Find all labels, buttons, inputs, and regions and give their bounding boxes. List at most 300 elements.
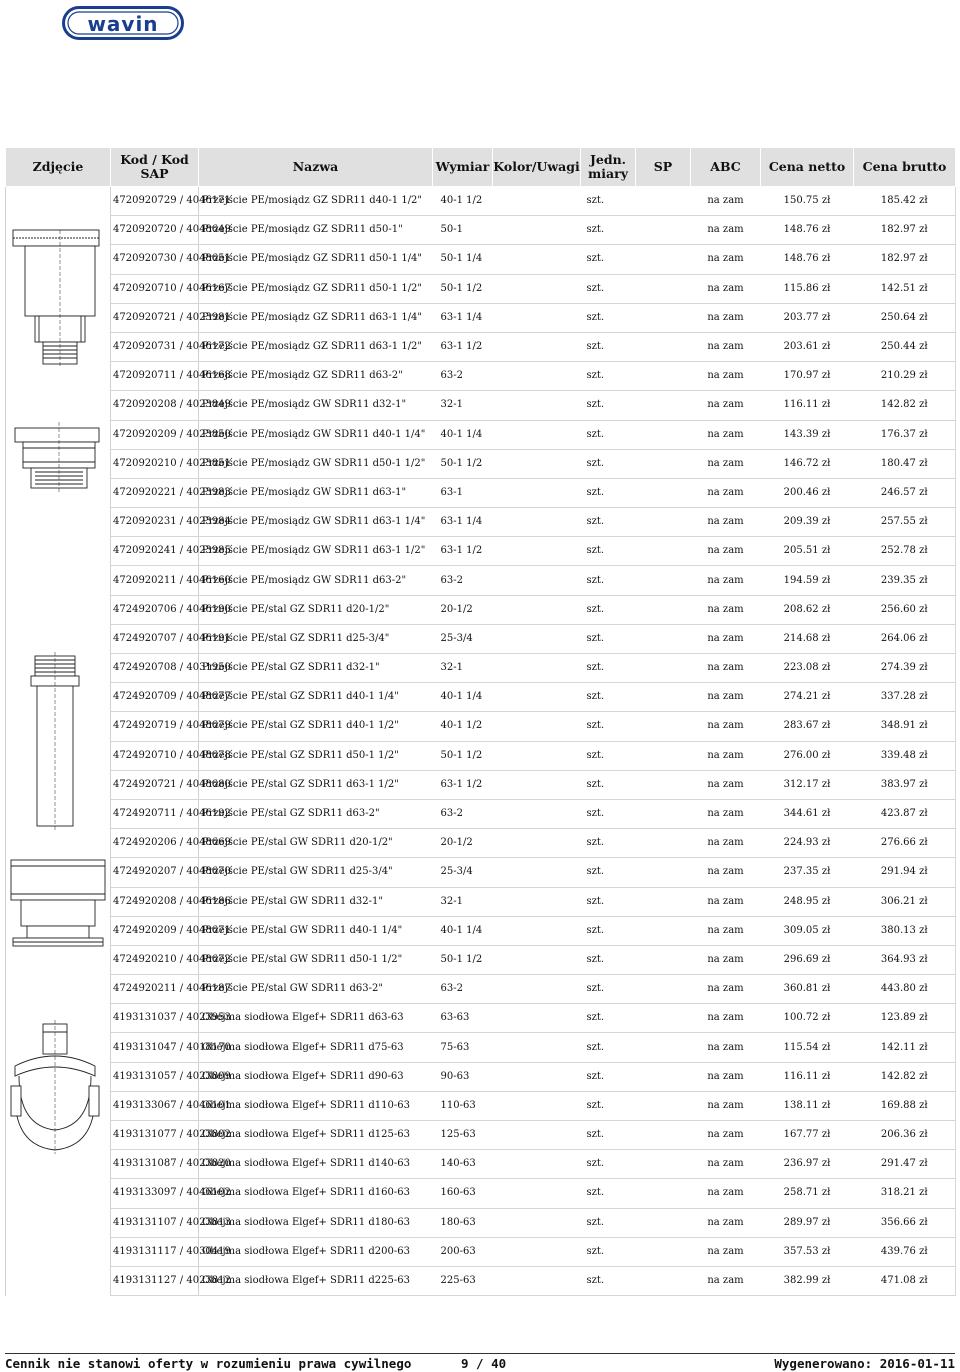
footer-page-number: 9 / 40 xyxy=(461,1356,507,1371)
cell-kod: 4724920707 / 4046191 xyxy=(111,624,199,653)
cell-wymiar: 20-1/2 xyxy=(433,829,493,858)
cell-sp xyxy=(636,187,691,216)
cell-wymiar: 50-1 1/2 xyxy=(433,741,493,770)
cell-netto: 143.39 zł xyxy=(761,420,854,449)
cell-nazwa: Przejście PE/stal GZ SDR11 d25-3/4" xyxy=(199,624,433,653)
cell-sp xyxy=(636,216,691,245)
cell-nazwa: Przejście PE/stal GZ SDR11 d50-1 1/2" xyxy=(199,741,433,770)
cell-nazwa: Przejście PE/mosiądz GZ SDR11 d50-1 1/2" xyxy=(199,274,433,303)
cell-nazwa: Przejście PE/mosiądz GZ SDR11 d40-1 1/2" xyxy=(199,187,433,216)
cell-netto: 203.77 zł xyxy=(761,303,854,332)
table-row xyxy=(6,1091,956,1120)
cell-jedn: szt. xyxy=(581,1208,636,1237)
cell-abc: na zam xyxy=(691,1091,761,1120)
table-row xyxy=(6,1033,956,1062)
cell-abc: na zam xyxy=(691,1062,761,1091)
cell-kolor xyxy=(493,332,581,361)
cell-wymiar: 50-1 1/2 xyxy=(433,945,493,974)
cell-nazwa: Obejma siodłowa Elgef+ SDR11 d200-63 xyxy=(199,1237,433,1266)
cell-brutto: 176.37 zł xyxy=(854,420,956,449)
cell-abc: na zam xyxy=(691,1033,761,1062)
cell-nazwa: Przejście PE/mosiądz GW SDR11 d63-1 1/2" xyxy=(199,537,433,566)
cell-sp xyxy=(636,274,691,303)
cell-brutto: 443.80 zł xyxy=(854,975,956,1004)
cell-brutto: 264.06 zł xyxy=(854,624,956,653)
cell-jedn: szt. xyxy=(581,362,636,391)
header-netto: Cena netto xyxy=(761,148,854,187)
cell-sp xyxy=(636,1208,691,1237)
cell-netto: 382.99 zł xyxy=(761,1266,854,1295)
cell-abc: na zam xyxy=(691,770,761,799)
cell-kolor xyxy=(493,537,581,566)
cell-wymiar: 125-63 xyxy=(433,1121,493,1150)
cell-kod: 4193131037 / 4023953 xyxy=(111,1004,199,1033)
cell-kod: 4720920241 / 4023985 xyxy=(111,537,199,566)
cell-netto: 248.95 zł xyxy=(761,887,854,916)
cell-brutto: 383.97 zł xyxy=(854,770,956,799)
cell-brutto: 123.89 zł xyxy=(854,1004,956,1033)
cell-brutto: 306.21 zł xyxy=(854,887,956,916)
cell-abc: na zam xyxy=(691,595,761,624)
cell-netto: 194.59 zł xyxy=(761,566,854,595)
cell-brutto: 210.29 zł xyxy=(854,362,956,391)
cell-kod: 4724920209 / 4048671 xyxy=(111,916,199,945)
cell-nazwa: Obejma siodłowa Elgef+ SDR11 d75-63 xyxy=(199,1033,433,1062)
cell-sp xyxy=(636,595,691,624)
cell-jedn: szt. xyxy=(581,216,636,245)
table-row xyxy=(6,741,956,770)
cell-netto: 360.81 zł xyxy=(761,975,854,1004)
table-row xyxy=(6,887,956,916)
cell-wymiar: 90-63 xyxy=(433,1062,493,1091)
cell-wymiar: 63-1 1/2 xyxy=(433,770,493,799)
cell-sp xyxy=(636,478,691,507)
cell-netto: 209.39 zł xyxy=(761,508,854,537)
cell-netto: 214.68 zł xyxy=(761,624,854,653)
cell-abc: na zam xyxy=(691,537,761,566)
cell-nazwa: Obejma siodłowa Elgef+ SDR11 d225-63 xyxy=(199,1266,433,1295)
cell-netto: 148.76 zł xyxy=(761,245,854,274)
cell-sp xyxy=(636,537,691,566)
cell-abc: na zam xyxy=(691,274,761,303)
cell-sp xyxy=(636,829,691,858)
header-zdjecie: Zdjęcie xyxy=(6,148,111,187)
header-abc: ABC xyxy=(691,148,761,187)
cell-kod: 4193131077 / 4023802 xyxy=(111,1121,199,1150)
table-row xyxy=(6,683,956,712)
cell-brutto: 291.47 zł xyxy=(854,1150,956,1179)
cell-sp xyxy=(636,945,691,974)
table-row xyxy=(6,216,956,245)
cell-nazwa: Obejma siodłowa Elgef+ SDR11 d140-63 xyxy=(199,1150,433,1179)
cell-kod: 4193131047 / 4018170 xyxy=(111,1033,199,1062)
header-brutto: Cena brutto xyxy=(854,148,956,187)
cell-nazwa: Przejście PE/stal GZ SDR11 d40-1 1/2" xyxy=(199,712,433,741)
cell-jedn: szt. xyxy=(581,420,636,449)
cell-abc: na zam xyxy=(691,829,761,858)
cell-kod: 4720920720 / 4048649 xyxy=(111,216,199,245)
cell-jedn: szt. xyxy=(581,332,636,361)
table-row xyxy=(6,478,956,507)
cell-abc: na zam xyxy=(691,654,761,683)
cell-wymiar: 63-1 1/2 xyxy=(433,332,493,361)
table-row xyxy=(6,945,956,974)
cell-sp xyxy=(636,391,691,420)
cell-nazwa: Obejma siodłowa Elgef+ SDR11 d160-63 xyxy=(199,1179,433,1208)
cell-kolor xyxy=(493,274,581,303)
table-row xyxy=(6,449,956,478)
cell-netto: 167.77 zł xyxy=(761,1121,854,1150)
table-row xyxy=(6,274,956,303)
table-row xyxy=(6,362,956,391)
cell-jedn: szt. xyxy=(581,303,636,332)
cell-brutto: 276.66 zł xyxy=(854,829,956,858)
cell-wymiar: 25-3/4 xyxy=(433,624,493,653)
table-row xyxy=(6,799,956,828)
cell-nazwa: Przejście PE/stal GW SDR11 d50-1 1/2" xyxy=(199,945,433,974)
cell-abc: na zam xyxy=(691,975,761,1004)
header-sp: SP xyxy=(636,148,691,187)
cell-abc: na zam xyxy=(691,216,761,245)
cell-sp xyxy=(636,362,691,391)
cell-kod: 4724920210 / 4048672 xyxy=(111,945,199,974)
cell-brutto: 185.42 zł xyxy=(854,187,956,216)
table-row xyxy=(6,245,956,274)
cell-nazwa: Obejma siodłowa Elgef+ SDR11 d110-63 xyxy=(199,1091,433,1120)
table-row xyxy=(6,1062,956,1091)
cell-jedn: szt. xyxy=(581,508,636,537)
cell-kolor xyxy=(493,245,581,274)
cell-abc: na zam xyxy=(691,945,761,974)
cell-kolor xyxy=(493,741,581,770)
cell-abc: na zam xyxy=(691,1237,761,1266)
cell-brutto: 439.76 zł xyxy=(854,1237,956,1266)
cell-kolor xyxy=(493,595,581,624)
cell-jedn: szt. xyxy=(581,945,636,974)
cell-wymiar: 63-2 xyxy=(433,362,493,391)
cell-wymiar: 63-1 1/2 xyxy=(433,537,493,566)
cell-wymiar: 40-1 1/2 xyxy=(433,712,493,741)
cell-brutto: 182.97 zł xyxy=(854,245,956,274)
cell-wymiar: 50-1 1/4 xyxy=(433,245,493,274)
cell-wymiar: 32-1 xyxy=(433,887,493,916)
cell-wymiar: 20-1/2 xyxy=(433,595,493,624)
cell-sp xyxy=(636,1237,691,1266)
cell-abc: na zam xyxy=(691,858,761,887)
cell-sp xyxy=(636,858,691,887)
table-row xyxy=(6,566,956,595)
cell-sp xyxy=(636,1179,691,1208)
cell-netto: 283.67 zł xyxy=(761,712,854,741)
cell-sp xyxy=(636,887,691,916)
cell-kod: 4193131087 / 4023820 xyxy=(111,1150,199,1179)
table-row xyxy=(6,420,956,449)
cell-jedn: szt. xyxy=(581,478,636,507)
cell-nazwa: Przejście PE/stal GZ SDR11 d63-2" xyxy=(199,799,433,828)
cell-kolor xyxy=(493,829,581,858)
cell-sp xyxy=(636,245,691,274)
cell-netto: 223.08 zł xyxy=(761,654,854,683)
cell-nazwa: Przejście PE/mosiądz GW SDR11 d63-1 1/4" xyxy=(199,508,433,537)
table-row xyxy=(6,508,956,537)
table-row xyxy=(6,595,956,624)
cell-jedn: szt. xyxy=(581,187,636,216)
table-row xyxy=(6,1237,956,1266)
cell-sp xyxy=(636,683,691,712)
cell-netto: 203.61 zł xyxy=(761,332,854,361)
cell-jedn: szt. xyxy=(581,624,636,653)
cell-wymiar: 32-1 xyxy=(433,654,493,683)
cell-jedn: szt. xyxy=(581,654,636,683)
cell-netto: 309.05 zł xyxy=(761,916,854,945)
cell-jedn: szt. xyxy=(581,975,636,1004)
cell-kolor xyxy=(493,1208,581,1237)
cell-jedn: szt. xyxy=(581,683,636,712)
cell-wymiar: 225-63 xyxy=(433,1266,493,1295)
cell-brutto: 182.97 zł xyxy=(854,216,956,245)
cell-sp xyxy=(636,975,691,1004)
cell-abc: na zam xyxy=(691,1121,761,1150)
cell-jedn: szt. xyxy=(581,1033,636,1062)
cell-brutto: 180.47 zł xyxy=(854,449,956,478)
cell-netto: 115.86 zł xyxy=(761,274,854,303)
cell-brutto: 239.35 zł xyxy=(854,566,956,595)
cell-kod: 4720920730 / 4048651 xyxy=(111,245,199,274)
cell-sp xyxy=(636,916,691,945)
cell-kolor xyxy=(493,303,581,332)
cell-abc: na zam xyxy=(691,362,761,391)
cell-jedn: szt. xyxy=(581,449,636,478)
cell-abc: na zam xyxy=(691,391,761,420)
cell-abc: na zam xyxy=(691,449,761,478)
cell-kod: 4724920206 / 4048669 xyxy=(111,829,199,858)
cell-wymiar: 40-1 1/4 xyxy=(433,916,493,945)
cell-jedn: szt. xyxy=(581,1091,636,1120)
cell-jedn: szt. xyxy=(581,770,636,799)
table-row xyxy=(6,303,956,332)
cell-brutto: 206.36 zł xyxy=(854,1121,956,1150)
cell-netto: 100.72 zł xyxy=(761,1004,854,1033)
page-footer xyxy=(5,1353,955,1372)
cell-kod: 4724920721 / 4048680 xyxy=(111,770,199,799)
cell-jedn: szt. xyxy=(581,1266,636,1295)
cell-sp xyxy=(636,624,691,653)
cell-nazwa: Przejście PE/stal GW SDR11 d63-2" xyxy=(199,975,433,1004)
cell-kolor xyxy=(493,420,581,449)
cell-netto: 208.62 zł xyxy=(761,595,854,624)
cell-kod: 4724920711 / 4046192 xyxy=(111,799,199,828)
cell-netto: 344.61 zł xyxy=(761,799,854,828)
cell-kolor xyxy=(493,391,581,420)
cell-netto: 312.17 zł xyxy=(761,770,854,799)
table-row xyxy=(6,537,956,566)
cell-sp xyxy=(636,508,691,537)
cell-sp xyxy=(636,712,691,741)
header-wymiar: Wymiar xyxy=(433,148,493,187)
cell-abc: na zam xyxy=(691,1004,761,1033)
cell-kod: 4724920719 / 4048679 xyxy=(111,712,199,741)
cell-brutto: 318.21 zł xyxy=(854,1179,956,1208)
table-row xyxy=(6,187,956,216)
cell-nazwa: Obejma siodłowa Elgef+ SDR11 d90-63 xyxy=(199,1062,433,1091)
cell-sp xyxy=(636,1004,691,1033)
cell-nazwa: Przejście PE/mosiądz GZ SDR11 d63-1 1/2" xyxy=(199,332,433,361)
cell-netto: 200.46 zł xyxy=(761,478,854,507)
cell-kolor xyxy=(493,683,581,712)
cell-kod: 4720920731 / 4046172 xyxy=(111,332,199,361)
cell-netto: 274.21 zł xyxy=(761,683,854,712)
cell-sp xyxy=(636,449,691,478)
cell-jedn: szt. xyxy=(581,1062,636,1091)
cell-nazwa: Przejście PE/mosiądz GZ SDR11 d50-1 1/4" xyxy=(199,245,433,274)
cell-jedn: szt. xyxy=(581,1150,636,1179)
cell-kod: 4720920209 / 4023850 xyxy=(111,420,199,449)
cell-brutto: 250.64 zł xyxy=(854,303,956,332)
table-row xyxy=(6,916,956,945)
cell-netto: 116.11 zł xyxy=(761,391,854,420)
cell-kod: 4724920709 / 4048677 xyxy=(111,683,199,712)
cell-netto: 150.75 zł xyxy=(761,187,854,216)
cell-brutto: 142.11 zł xyxy=(854,1033,956,1062)
cell-jedn: szt. xyxy=(581,858,636,887)
cell-brutto: 274.39 zł xyxy=(854,654,956,683)
table-row xyxy=(6,829,956,858)
cell-kolor xyxy=(493,770,581,799)
cell-brutto: 257.55 zł xyxy=(854,508,956,537)
cell-netto: 170.97 zł xyxy=(761,362,854,391)
cell-nazwa: Przejście PE/stal GW SDR11 d20-1/2" xyxy=(199,829,433,858)
cell-sp xyxy=(636,420,691,449)
cell-kod: 4193131057 / 4023809 xyxy=(111,1062,199,1091)
cell-abc: na zam xyxy=(691,712,761,741)
table-row xyxy=(6,654,956,683)
cell-kod: 4193133067 / 4046101 xyxy=(111,1091,199,1120)
cell-kod: 4720920231 / 4023984 xyxy=(111,508,199,537)
cell-sp xyxy=(636,741,691,770)
cell-nazwa: Przejście PE/mosiądz GW SDR11 d63-2" xyxy=(199,566,433,595)
cell-abc: na zam xyxy=(691,1150,761,1179)
cell-sp xyxy=(636,566,691,595)
cell-wymiar: 40-1 1/4 xyxy=(433,683,493,712)
cell-nazwa: Przejście PE/mosiądz GW SDR11 d63-1" xyxy=(199,478,433,507)
cell-sp xyxy=(636,1121,691,1150)
header-kod: Kod / Kod SAP xyxy=(111,148,199,187)
table-row xyxy=(6,391,956,420)
cell-netto: 146.72 zł xyxy=(761,449,854,478)
cell-abc: na zam xyxy=(691,1179,761,1208)
cell-jedn: szt. xyxy=(581,391,636,420)
cell-kolor xyxy=(493,1237,581,1266)
cell-brutto: 423.87 zł xyxy=(854,799,956,828)
cell-wymiar: 110-63 xyxy=(433,1091,493,1120)
cell-wymiar: 75-63 xyxy=(433,1033,493,1062)
cell-netto: 116.11 zł xyxy=(761,1062,854,1091)
cell-kod: 4720920721 / 4023981 xyxy=(111,303,199,332)
cell-wymiar: 63-1 xyxy=(433,478,493,507)
cell-kod: 4720920208 / 4023849 xyxy=(111,391,199,420)
table-row xyxy=(6,975,956,1004)
cell-nazwa: Obejma siodłowa Elgef+ SDR11 d63-63 xyxy=(199,1004,433,1033)
cell-brutto: 142.82 zł xyxy=(854,1062,956,1091)
svg-text:wavin: wavin xyxy=(87,12,159,36)
cell-abc: na zam xyxy=(691,332,761,361)
cell-kolor xyxy=(493,712,581,741)
cell-kod: 4724920208 / 4046186 xyxy=(111,887,199,916)
cell-kolor xyxy=(493,887,581,916)
cell-netto: 296.69 zł xyxy=(761,945,854,974)
cell-kolor xyxy=(493,799,581,828)
cell-nazwa: Przejście PE/mosiądz GW SDR11 d40-1 1/4" xyxy=(199,420,433,449)
cell-sp xyxy=(636,1150,691,1179)
cell-netto: 258.71 zł xyxy=(761,1179,854,1208)
cell-jedn: szt. xyxy=(581,1004,636,1033)
cell-jedn: szt. xyxy=(581,1179,636,1208)
cell-netto: 148.76 zł xyxy=(761,216,854,245)
cell-kolor xyxy=(493,449,581,478)
cell-abc: na zam xyxy=(691,478,761,507)
cell-sp xyxy=(636,799,691,828)
cell-kod: 4720920221 / 4023983 xyxy=(111,478,199,507)
cell-kolor xyxy=(493,478,581,507)
cell-jedn: szt. xyxy=(581,712,636,741)
table-row xyxy=(6,1121,956,1150)
cell-nazwa: Obejma siodłowa Elgef+ SDR11 d180-63 xyxy=(199,1208,433,1237)
cell-jedn: szt. xyxy=(581,829,636,858)
cell-jedn: szt. xyxy=(581,595,636,624)
cell-abc: na zam xyxy=(691,245,761,274)
footer-disclaimer: Cennik nie stanowi oferty w rozumieniu prawa cywilnego xyxy=(5,1356,412,1371)
cell-abc: na zam xyxy=(691,624,761,653)
cell-kolor xyxy=(493,624,581,653)
cell-kolor xyxy=(493,1004,581,1033)
table-row xyxy=(6,1004,956,1033)
cell-kolor xyxy=(493,508,581,537)
header-jedn: Jedn. miary xyxy=(581,148,636,187)
cell-brutto: 256.60 zł xyxy=(854,595,956,624)
cell-abc: na zam xyxy=(691,420,761,449)
cell-kolor xyxy=(493,858,581,887)
cell-kod: 4720920711 / 4046168 xyxy=(111,362,199,391)
cell-brutto: 142.82 zł xyxy=(854,391,956,420)
cell-abc: na zam xyxy=(691,1208,761,1237)
table-row xyxy=(6,1208,956,1237)
table-header-row xyxy=(6,148,956,187)
cell-abc: na zam xyxy=(691,799,761,828)
cell-jedn: szt. xyxy=(581,566,636,595)
cell-jedn: szt. xyxy=(581,916,636,945)
cell-kod: 4193131117 / 4030419 xyxy=(111,1237,199,1266)
cell-wymiar: 40-1 1/2 xyxy=(433,187,493,216)
cell-wymiar: 63-2 xyxy=(433,799,493,828)
cell-nazwa: Obejma siodłowa Elgef+ SDR11 d125-63 xyxy=(199,1121,433,1150)
cell-sp xyxy=(636,770,691,799)
table-row xyxy=(6,858,956,887)
cell-jedn: szt. xyxy=(581,245,636,274)
cell-kod: 4720920710 / 4046167 xyxy=(111,274,199,303)
cell-abc: na zam xyxy=(691,741,761,770)
table-row xyxy=(6,332,956,361)
cell-kolor xyxy=(493,1033,581,1062)
cell-kod: 4720920210 / 4023851 xyxy=(111,449,199,478)
cell-jedn: szt. xyxy=(581,274,636,303)
table-row xyxy=(6,770,956,799)
cell-sp xyxy=(636,1062,691,1091)
cell-jedn: szt. xyxy=(581,537,636,566)
cell-kod: 4193131107 / 4023813 xyxy=(111,1208,199,1237)
cell-abc: na zam xyxy=(691,508,761,537)
cell-sp xyxy=(636,332,691,361)
cell-wymiar: 63-2 xyxy=(433,566,493,595)
